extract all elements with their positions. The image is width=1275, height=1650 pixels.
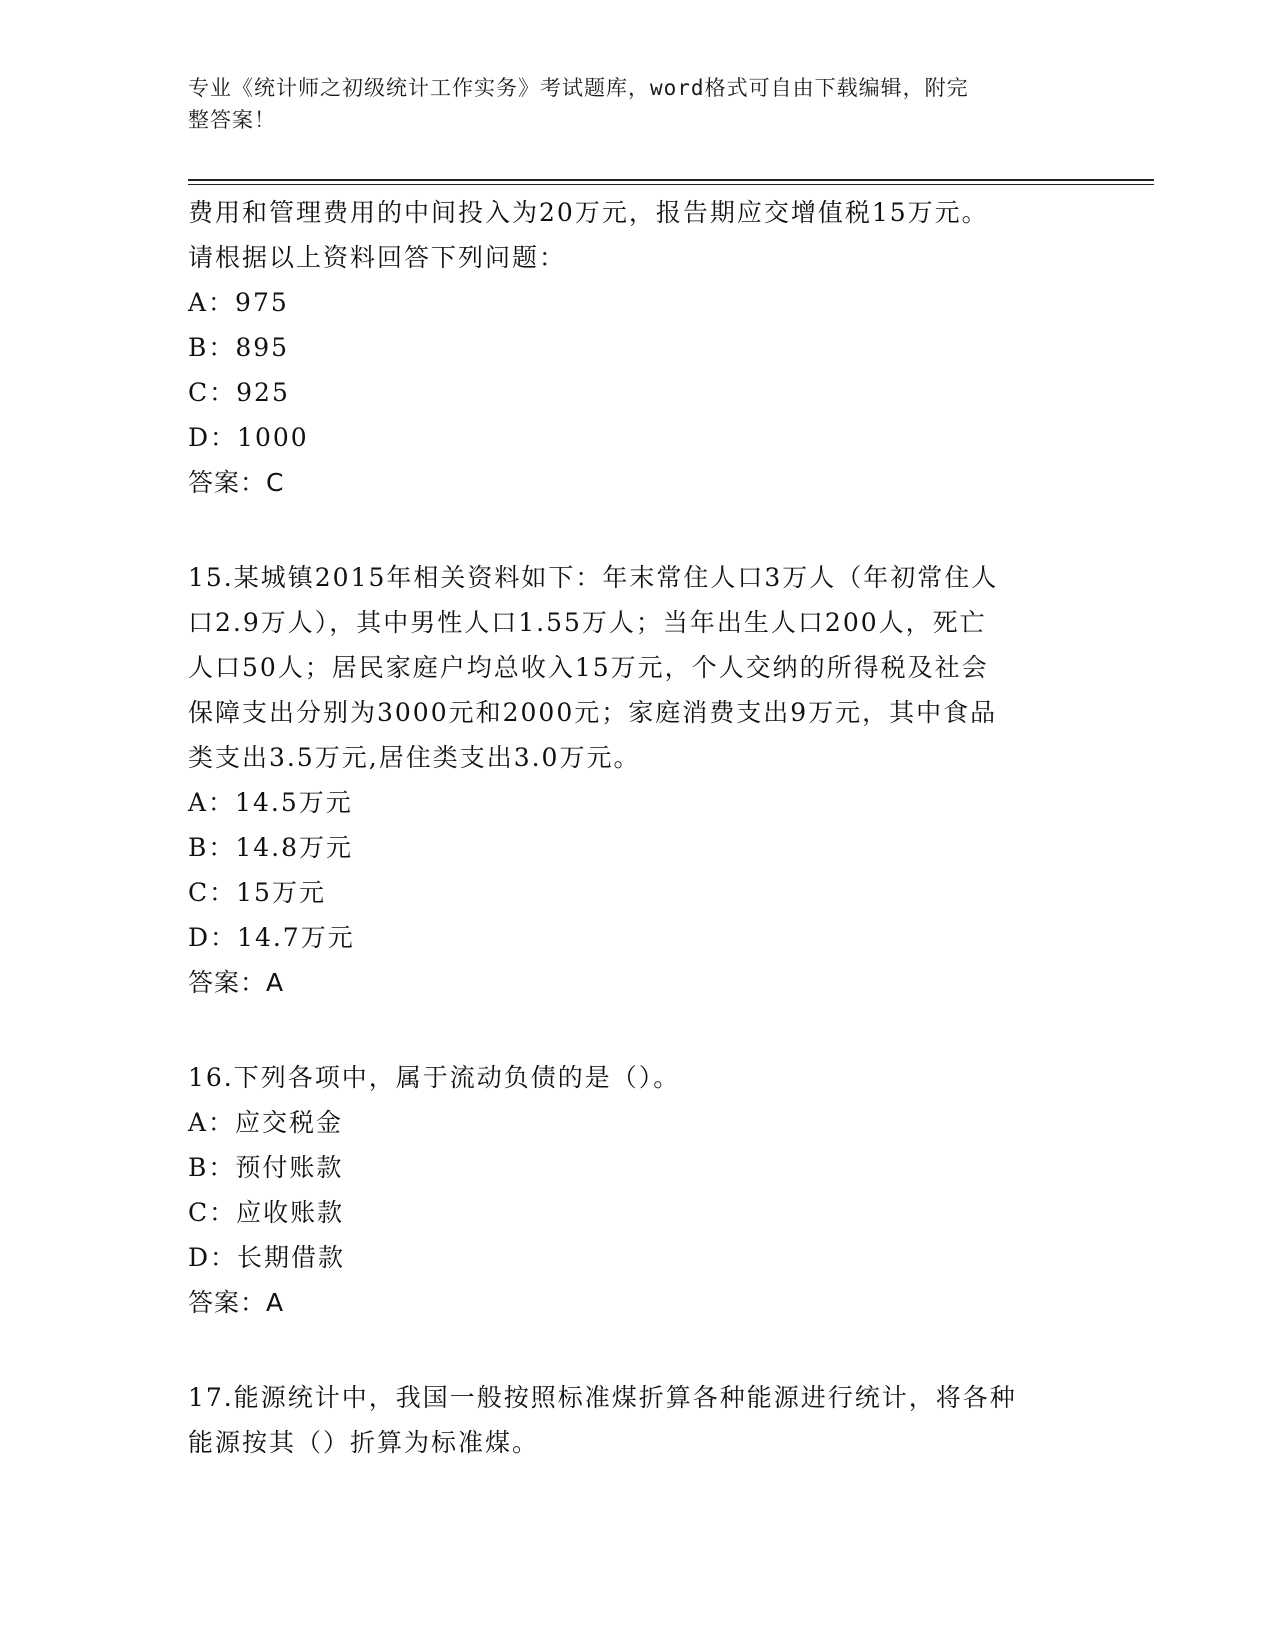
question-text-line: 15.某城镇2015年相关资料如下：年末常住人口3万人（年初常住人 [188,563,999,592]
option-c: C：15万元 [188,878,326,907]
question-text-line: 保障支出分别为3000元和2000元；家庭消费支出9万元，其中食品 [188,698,998,727]
question-text-line: 17.能源统计中，我国一般按照标准煤折算各种能源进行统计，将各种 [188,1383,1017,1412]
option-d: D：长期借款 [188,1243,346,1272]
answer-line: 答案：A [188,1288,285,1317]
answer-line: 答案：A [188,968,285,997]
header-divider-thick [188,179,1154,181]
question-text-line: 人口50人；居民家庭户均总收入15万元，个人交纳的所得税及社会 [188,653,989,682]
question-text-line: 口2.9万人），其中男性人口1.55万人；当年出生人口200人，死亡 [188,608,987,637]
question-14-tail [188,190,1088,505]
question-text-line: 16.下列各项中，属于流动负债的是（）。 [188,1063,681,1092]
option-a: A：应交税金 [188,1108,344,1137]
question-text-line: 费用和管理费用的中间投入为20万元，报告期应交增值税15万元。 [188,198,989,227]
option-c: C：925 [188,378,290,407]
option-a: A：975 [188,288,289,317]
option-c: C：应收账款 [188,1198,345,1227]
option-b: B：895 [188,333,290,362]
option-d: D：14.7万元 [188,923,355,952]
option-d: D：1000 [188,423,309,452]
question-text-line: 类支出3.5万元,居住类支出3.0万元。 [188,743,641,772]
answer-line: 答案：C [188,468,285,497]
document-header [188,72,1088,136]
question-spacer [188,505,1088,555]
question-content [188,190,1088,1465]
question-text-line: 请根据以上资料回答下列问题： [188,243,567,272]
question-spacer [188,1005,1088,1055]
question-17 [188,1375,1088,1465]
header-divider-thin [188,184,1154,185]
option-b: B：预付账款 [188,1153,344,1182]
option-b: B：14.8万元 [188,833,354,862]
question-text-line: 能源按其（）折算为标准煤。 [188,1428,540,1457]
header-line-1: 专业《统计师之初级统计工作实务》考试题库，word格式可自由下载编辑，附完 [188,76,969,100]
question-15 [188,555,1088,1005]
question-16 [188,1055,1088,1325]
header-line-2: 整答案！ [188,108,276,132]
question-spacer [188,1325,1088,1375]
option-a: A：14.5万元 [188,788,353,817]
